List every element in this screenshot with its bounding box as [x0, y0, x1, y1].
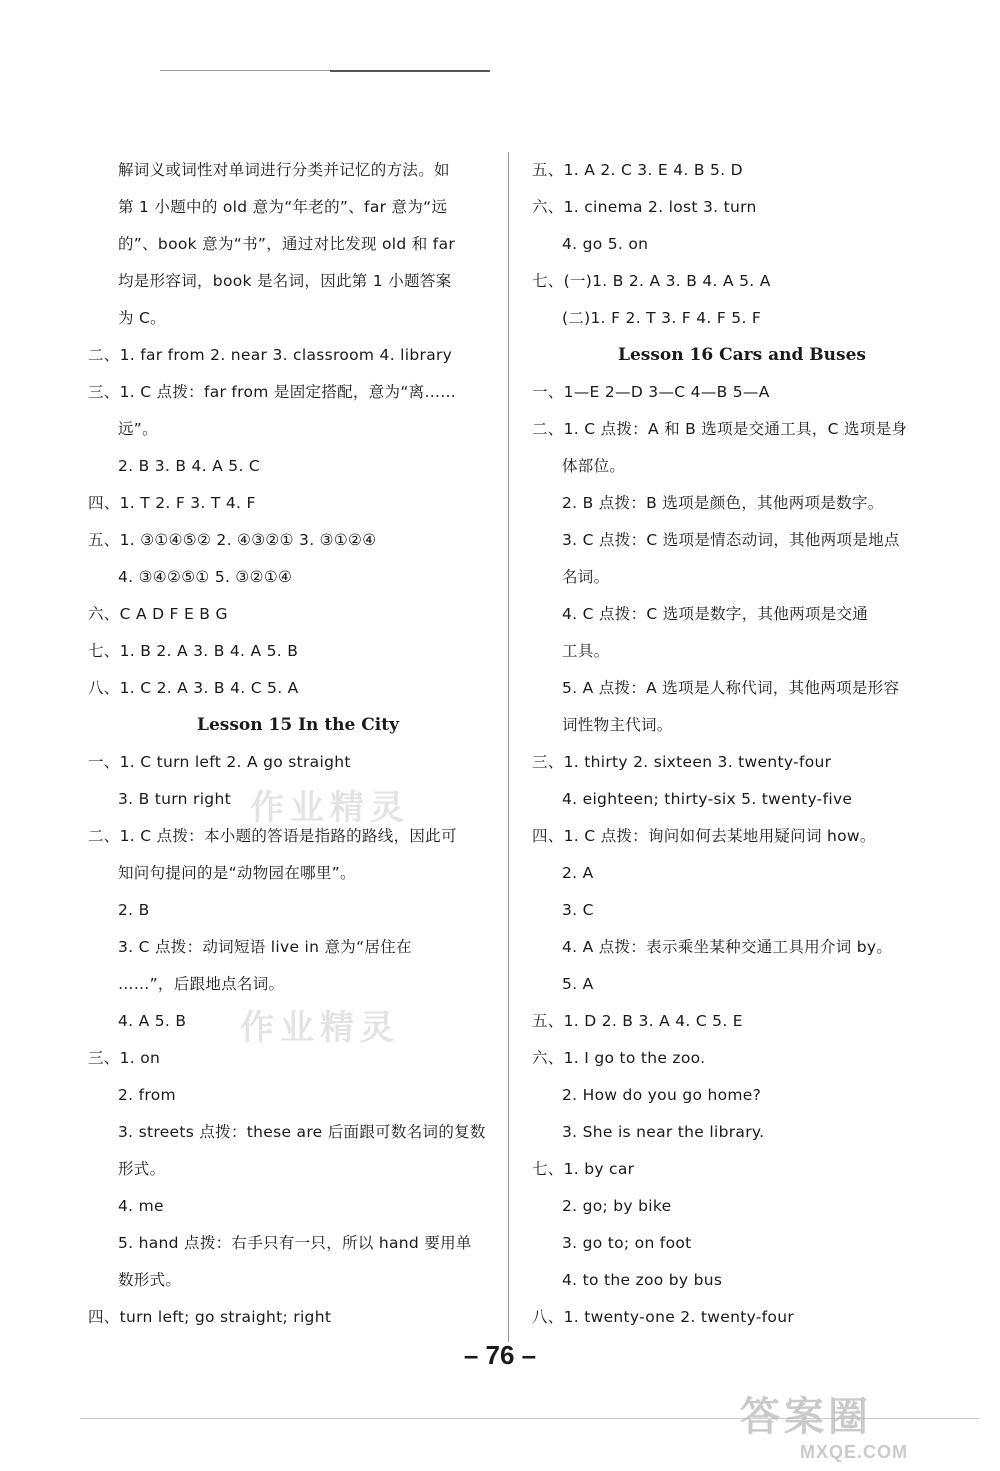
- stamp-watermark: 作业精灵: [250, 788, 410, 828]
- answer-line: 2. go; by bike: [562, 1197, 672, 1215]
- answer-line: 形式。: [118, 1160, 166, 1178]
- right-column: [532, 152, 952, 1336]
- answer-line: 2. B 点拨：B 选项是颜色，其他两项是数字。: [562, 494, 884, 512]
- answer-line: 3. She is near the library.: [562, 1123, 765, 1141]
- answer-line: 2. B 3. B 4. A 5. C: [118, 457, 261, 475]
- answer-line: 一、1—E 2—D 3—C 4—B 5—A: [532, 383, 770, 401]
- answer-line: 二、1. far from 2. near 3. classroom 4. library: [88, 346, 453, 364]
- answer-line: 解词义或词性对单词进行分类并记忆的方法。如: [118, 161, 450, 179]
- answer-line: 四、turn left; go straight; right: [88, 1308, 332, 1326]
- answer-line: 六、C A D F E B G: [88, 605, 228, 623]
- answer-line: 均是形容词，book 是名词，因此第 1 小题答案: [118, 272, 452, 290]
- answer-line: 八、1. twenty-one 2. twenty-four: [532, 1308, 794, 1326]
- answer-line: 5. hand 点拨：右手只有一只，所以 hand 要用单: [118, 1234, 472, 1252]
- answer-line: 六、1. I go to the zoo.: [532, 1049, 706, 1067]
- answer-line: 五、1. ③①④⑤② 2. ④③②① 3. ③①②④: [88, 531, 377, 549]
- answer-line: 3. C 点拨：动词短语 live in 意为“居住在: [118, 938, 412, 956]
- answer-line: 4. eighteen; thirty-six 5. twenty-five: [562, 790, 853, 808]
- answer-line: 4. to the zoo by bus: [562, 1271, 723, 1289]
- answer-line: 七、(一)1. B 2. A 3. B 4. A 5. A: [532, 272, 771, 290]
- answer-line: 2. A: [562, 864, 594, 882]
- answer-line: 八、1. C 2. A 3. B 4. C 5. A: [88, 679, 299, 697]
- answer-line: 六、1. cinema 2. lost 3. turn: [532, 198, 757, 216]
- answer-line: 四、1. C 点拨：询问如何去某地用疑问词 how。: [532, 827, 876, 845]
- answer-line: 3. go to; on foot: [562, 1234, 692, 1252]
- answer-line: 名词。: [562, 568, 610, 586]
- answer-line: 3. C 点拨：C 选项是情态动词，其他两项是地点: [562, 531, 900, 549]
- answer-line: 5. A: [562, 975, 594, 993]
- answer-line: 5. A 点拨：A 选项是人称代词，其他两项是形容: [562, 679, 900, 697]
- answer-line: 数形式。: [118, 1271, 182, 1289]
- answer-line: ……”，后跟地点名词。: [118, 975, 285, 993]
- answer-line: 4. me: [118, 1197, 164, 1215]
- answer-line: 第 1 小题中的 old 意为“年老的”、far 意为“远: [118, 198, 448, 216]
- watermark-url: MXQE.COM: [800, 1442, 909, 1462]
- column-divider: [508, 152, 509, 1342]
- answer-line: 五、1. A 2. C 3. E 4. B 5. D: [532, 161, 743, 179]
- answer-line: 三、1. thirty 2. sixteen 3. twenty-four: [532, 753, 832, 771]
- answer-line: 4. A 点拨：表示乘坐某种交通工具用介词 by。: [562, 938, 893, 956]
- answer-line: 二、1. C 点拨：本小题的答语是指路的路线，因此可: [88, 827, 457, 845]
- watermark-logo-text: 答案圈: [740, 1395, 872, 1439]
- page-number: – 76 –: [463, 1340, 537, 1370]
- header-rule-thin: [160, 70, 330, 71]
- answer-line: 4. ③④②⑤① 5. ③②①④: [118, 568, 293, 586]
- header-rule-thick: [330, 70, 490, 72]
- answer-line: 知问句提问的是“动物园在哪里”。: [118, 864, 356, 882]
- stamp-watermark-2: 作业精灵: [240, 1008, 400, 1048]
- answer-line: 2. B: [118, 901, 150, 919]
- answer-line: 三、1. C 点拨：far from 是固定搭配，意为“离……: [88, 383, 457, 401]
- answer-line: 七、1. by car: [532, 1160, 635, 1178]
- answer-line: 一、1. C turn left 2. A go straight: [88, 753, 351, 771]
- answer-line: 二、1. C 点拨：A 和 B 选项是交通工具，C 选项是身: [532, 420, 908, 438]
- answer-line: 远”。: [118, 420, 158, 438]
- answer-line: 的”、book 意为“书”，通过对比发现 old 和 far: [118, 235, 456, 253]
- answer-line: (二)1. F 2. T 3. F 4. F 5. F: [562, 309, 762, 327]
- answer-line: 4. A 5. B: [118, 1012, 187, 1030]
- answer-line: 词性物主代词。: [562, 716, 673, 734]
- answer-line: 2. How do you go home?: [562, 1086, 762, 1104]
- answer-line: 体部位。: [562, 457, 626, 475]
- answer-line: 3. B turn right: [118, 790, 231, 808]
- left-column: [88, 152, 508, 1336]
- answer-line: 3. C: [562, 901, 594, 919]
- answer-line: 4. C 点拨：C 选项是数字，其他两项是交通: [562, 605, 869, 623]
- site-watermark: [740, 1385, 990, 1465]
- answer-line: 2. from: [118, 1086, 176, 1104]
- lesson-heading: Lesson 16 Cars and Buses: [618, 345, 866, 365]
- answer-line: 五、1. D 2. B 3. A 4. C 5. E: [532, 1012, 743, 1030]
- answer-line: 3. streets 点拨：these are 后面跟可数名词的复数: [118, 1123, 486, 1141]
- answer-line: 三、1. on: [88, 1049, 161, 1067]
- answer-line: 工具。: [562, 642, 610, 660]
- lesson-heading: Lesson 15 In the City: [197, 715, 399, 735]
- answer-line: 四、1. T 2. F 3. T 4. F: [88, 494, 256, 512]
- answer-line: 七、1. B 2. A 3. B 4. A 5. B: [88, 642, 299, 660]
- answer-line: 4. go 5. on: [562, 235, 649, 253]
- answer-line: 为 C。: [118, 309, 166, 327]
